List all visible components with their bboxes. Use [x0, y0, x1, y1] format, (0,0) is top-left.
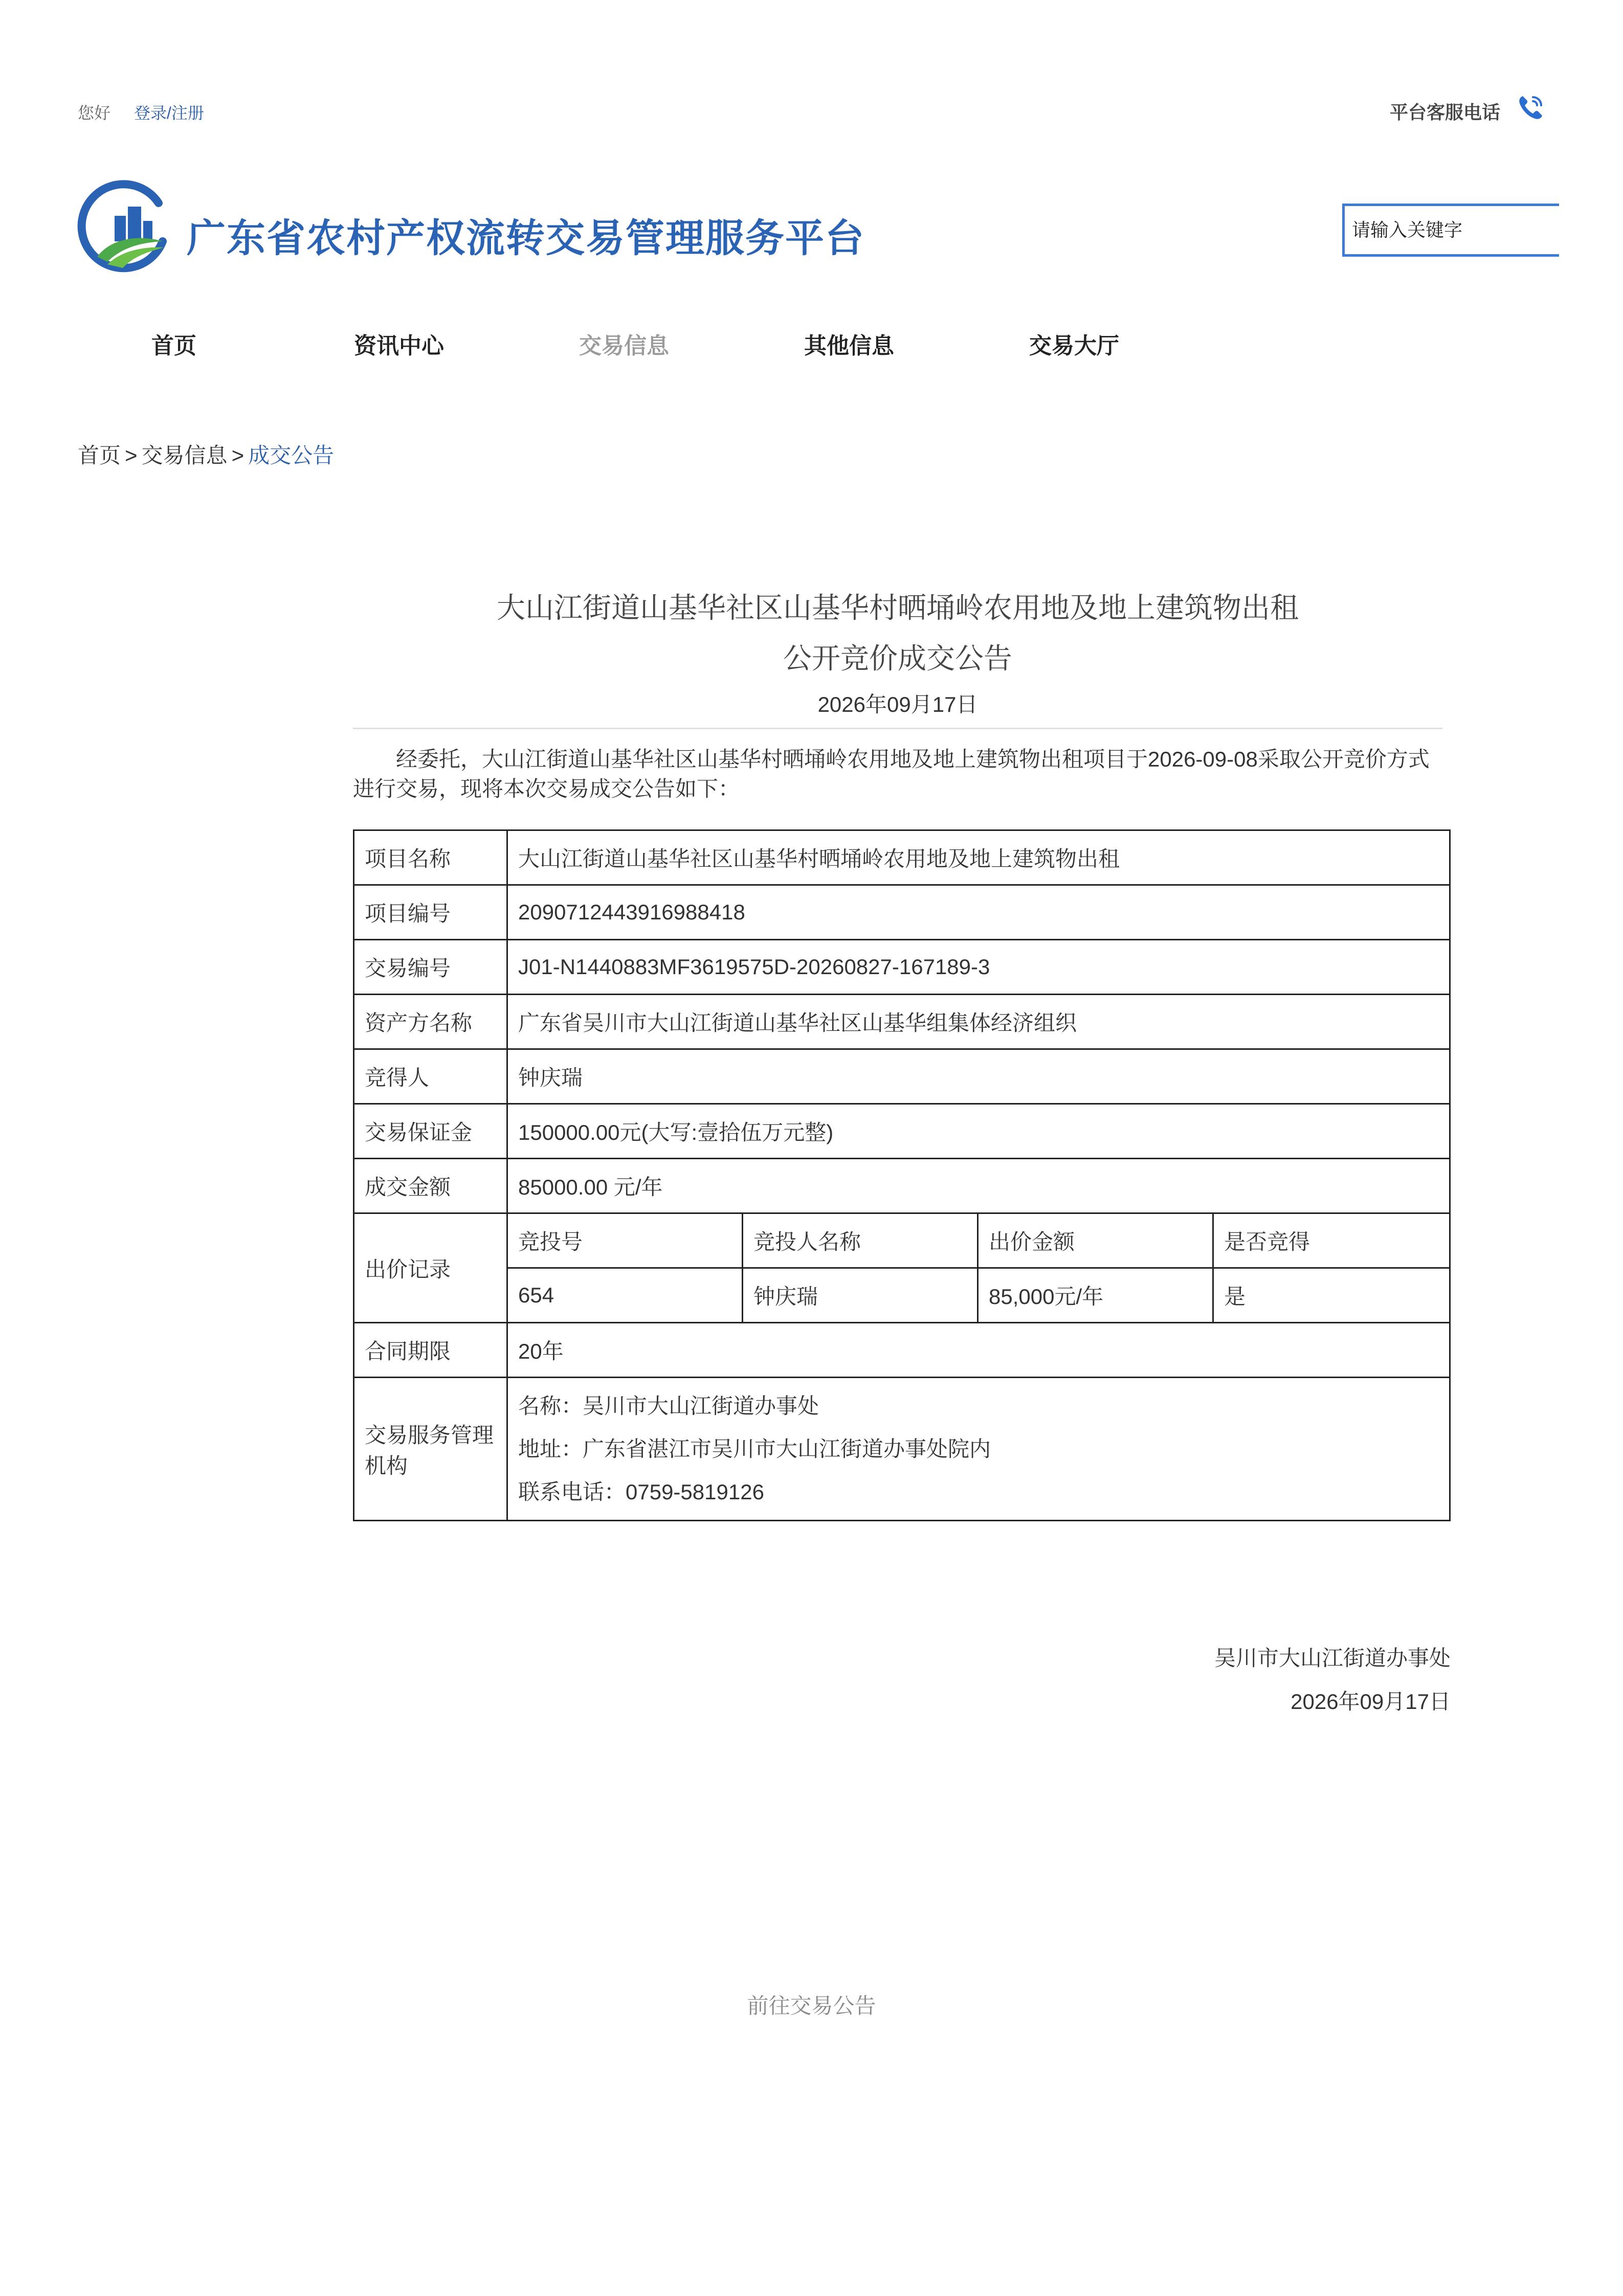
announcement-date: 2026年09月17日	[817, 692, 978, 716]
bid-header-cell: 出价金额	[978, 1213, 1213, 1268]
breadcrumb-separator: >	[231, 443, 244, 467]
trade-no-value: J01-N1440883MF3619575D-20260827-167189-3	[507, 940, 1450, 995]
org-info-cell	[507, 1378, 1450, 1521]
amount-value: 85000.00 元/年	[507, 1159, 1450, 1213]
project-no-value: 2090712443916988418	[507, 885, 1450, 940]
bid-header-cell: 是否竞得	[1213, 1213, 1450, 1268]
bid-cell: 钟庆瑞	[743, 1268, 978, 1323]
platform-logo-icon[interactable]	[77, 180, 174, 277]
signature-org: 吴川市大山江街道办事处	[1214, 1646, 1451, 1670]
table-row	[354, 885, 1450, 940]
table-row	[354, 1378, 1450, 1521]
table-row	[354, 940, 1450, 995]
table-label: 成交金额	[354, 1159, 507, 1213]
bid-header-cell: 竞投人名称	[743, 1213, 978, 1268]
org-address: 地址：广东省湛江市吴川市大山江街道办事处院内	[518, 1436, 991, 1461]
table-row	[354, 995, 1450, 1049]
table-row	[354, 1268, 1450, 1323]
site-title: 广东省农村产权流转交易管理服务平台	[187, 217, 865, 260]
table-row	[354, 1213, 1450, 1268]
table-row	[354, 1049, 1450, 1104]
hotline-label: 平台客服电话	[1389, 102, 1500, 123]
greeting-text: 您好	[78, 104, 111, 122]
table-label: 资产方名称	[354, 995, 507, 1049]
deposit-value: 150000.00元(大写:壹拾伍万元整)	[507, 1104, 1450, 1159]
table-row	[354, 1104, 1450, 1159]
table-label: 出价记录	[354, 1213, 507, 1323]
divider	[353, 728, 1442, 729]
phone-icon[interactable]	[1515, 92, 1546, 124]
nav-item-home[interactable]: 首页	[151, 333, 196, 358]
term-value: 20年	[507, 1323, 1450, 1378]
breadcrumb	[78, 439, 334, 469]
announcement-intro: 经委托，大山江街道山基华社区山基华村晒埇岭农用地及地上建筑物出租项目于2026-09-08采取公开竞价方式进行交易，现将本次交易成交公告如下：	[353, 747, 1430, 801]
bid-cell: 是	[1213, 1268, 1450, 1323]
nav-item-news[interactable]: 资讯中心	[354, 333, 444, 358]
project-name-value: 大山江街道山基华社区山基华村晒埇岭农用地及地上建筑物出租	[507, 830, 1450, 885]
owner-value: 广东省吴川市大山江街道山基华社区山基华组集体经济组织	[507, 995, 1450, 1049]
winner-value: 钟庆瑞	[507, 1049, 1450, 1104]
org-phone: 联系电话：0759-5819126	[518, 1479, 764, 1504]
deal-info-table	[353, 829, 1451, 1521]
table-label: 交易编号	[354, 940, 507, 995]
bid-cell: 654	[507, 1268, 743, 1323]
org-name: 名称：吴川市大山江街道办事处	[518, 1393, 819, 1418]
main-nav	[77, 327, 1304, 368]
bid-cell: 85,000元/年	[978, 1268, 1213, 1323]
table-label: 交易保证金	[354, 1104, 507, 1159]
table-row	[354, 1159, 1450, 1213]
announcement-title-line2: 公开竞价成交公告	[783, 642, 1012, 674]
announcement-title-line1: 大山江街道山基华社区山基华村晒埇岭农用地及地上建筑物出租	[497, 592, 1299, 624]
login-register-link[interactable]: 登录/注册	[134, 104, 204, 122]
breadcrumb-current: 成交公告	[248, 443, 335, 467]
nav-item-trading-hall[interactable]: 交易大厅	[1029, 333, 1119, 358]
signature-date: 2026年09月17日	[1291, 1690, 1451, 1714]
table-label: 项目编号	[354, 885, 507, 940]
table-label: 合同期限	[354, 1323, 507, 1378]
search-input[interactable]	[1342, 204, 1559, 257]
breadcrumb-trade-info[interactable]: 交易信息	[141, 443, 228, 467]
breadcrumb-home[interactable]: 首页	[78, 443, 121, 467]
table-label: 竞得人	[354, 1049, 507, 1104]
breadcrumb-separator: >	[125, 443, 138, 467]
nav-item-trade-info[interactable]: 交易信息	[579, 333, 669, 358]
nav-item-other-info[interactable]: 其他信息	[804, 333, 894, 358]
goto-announcements-link[interactable]: 前往交易公告	[747, 1994, 876, 2018]
bid-header-cell: 竞投号	[507, 1213, 743, 1268]
table-label: 交易服务管理机构	[354, 1378, 507, 1521]
table-row	[354, 830, 1450, 885]
table-row	[354, 1323, 1450, 1378]
table-label: 项目名称	[354, 830, 507, 885]
